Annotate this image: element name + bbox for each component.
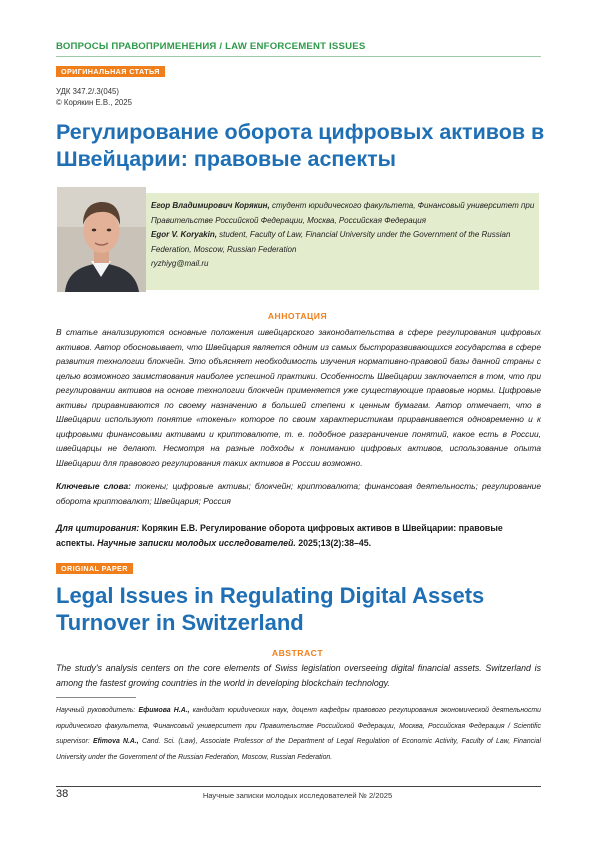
article-title-ru: Регулирование оборота цифровых активов в Швейцарии: правовые аспекты: [56, 120, 545, 171]
keywords: [56, 479, 541, 508]
author-affiliation-ru: студент юридического факультета, Финансовый университет при Правительстве Российской Федерации, Москва, Российская Федерация: [151, 201, 535, 225]
article-title-en: Legal Issues in Regulating Digital Assets Turnover in Switzerland: [56, 583, 485, 635]
author-name-ru: Егор Владимирович Корякин,: [151, 201, 270, 210]
annotation-heading: АННОТАЦИЯ: [267, 311, 328, 321]
citation-label: Для цитирования:: [56, 523, 140, 533]
abstract-text: The study's analysis centers on the core elements of Swiss legislation overseeing digital financial assets. Switzerland is among the fastest growing countries in the world in developing blockchain technology.: [56, 663, 541, 688]
footer-divider: [56, 786, 541, 787]
keywords-list: токены; цифровые активы; блокчейн; криптовалюта; финансовая деятельность; регулирование оборота криптовалют; Швейцария; Россия: [56, 481, 541, 506]
author-email[interactable]: ryzhiyg@mail.ru: [151, 259, 209, 268]
author-ru: [151, 199, 535, 228]
footnote-divider: [56, 697, 136, 698]
footnote-lead: Научный руководитель:: [56, 707, 139, 714]
supervisor-info-ru: кандидат юридических наук, доцент кафедры правового регулирования экономической деятельности юридического факультета, Финансовый университет при Правительстве Российской Федерации, Москва, Российская Федерация / Scientific supervisor:: [56, 707, 542, 745]
supervisor-name-ru: Ефимова Н.А.,: [138, 707, 190, 714]
author-name-en: Egor V. Koryakin,: [151, 230, 217, 239]
author-details: [151, 199, 535, 272]
annotation-text: В статье анализируются основные положения швейцарского законодательства в сфере регулирования цифровых активов. Автор обосновывает, что Швейцария является одним из самых быстроразвивающихся государства в сфере развития технологии блокчейн. Это объясняет необходимость изучения нормативно-правовой базы данной страны с целью возможного заимствования наиболее успешной практики. Особенность Швейцарии заключается в том, что при регулировании активов на основе технологии блокчейн применяется уже существующие правовые нормы. Цифровые активы приравниваются по своему назначению в большей степени к ценным бумагам. Автор отмечает, что в Швейцарии используют понятие «токены» которое по своим характеристикам приравнивается одновременно и к цифровыми финансовыми активами и криптовалюте, т. е. подобное разграничение понятий, какое есть в России, швейцарцы не делают. Несмотря на разные подходы к пониманию цифровых активов, использование опыта Швейцарии для правового регулирования таких активов в России возможно.: [56, 327, 541, 468]
author-en: [151, 228, 535, 257]
supervisor-name-en: Efimova N.A.,: [92, 738, 139, 745]
page-number: 38: [56, 788, 69, 800]
article-type-badge-en: ORIGINAL PAPER: [56, 563, 133, 574]
article-type-badge: ОРИГИНАЛЬНАЯ СТАТЬЯ: [56, 66, 165, 77]
author-affiliation-en: student, Faculty of Law, Financial University under the Government of the Russian Federation, Moscow, Russian Federation: [151, 230, 511, 254]
supervisor-info-en: Cand. Sci. (Law), Associate Professor of the Department of Legal Regulation of Economic Activity, Faculty of Law, Financial University under the Government of the Russian Federation, Moscow, Russian Federation.: [56, 738, 542, 761]
section-header: ВОПРОСЫ ПРАВОПРИМЕНЕНИЯ / LAW ENFORCEMENT ISSUES: [56, 41, 366, 52]
author-photo: [57, 187, 146, 292]
keywords-label: Ключевые слова:: [56, 481, 131, 491]
abstract-heading: ABSTRACT: [271, 648, 324, 658]
author-portrait-image: [57, 187, 146, 292]
copyright-line: © Корякин Е.В., 2025: [56, 98, 132, 107]
citation-ref: 2025;13(2):38–45.: [295, 538, 372, 548]
citation-journal: Научные записки молодых исследователей.: [97, 538, 296, 548]
citation: [56, 521, 541, 551]
citation-text: Корякин Е.В. Регулирование оборота цифровых активов в Швейцарии: правовые аспекты.: [56, 523, 503, 548]
footnote: [56, 703, 541, 765]
udk-code: УДК 347.2/.3(045): [56, 87, 119, 96]
header-divider: [56, 56, 541, 57]
journal-footer: Научные записки молодых исследователей № 2/2025: [202, 791, 393, 800]
